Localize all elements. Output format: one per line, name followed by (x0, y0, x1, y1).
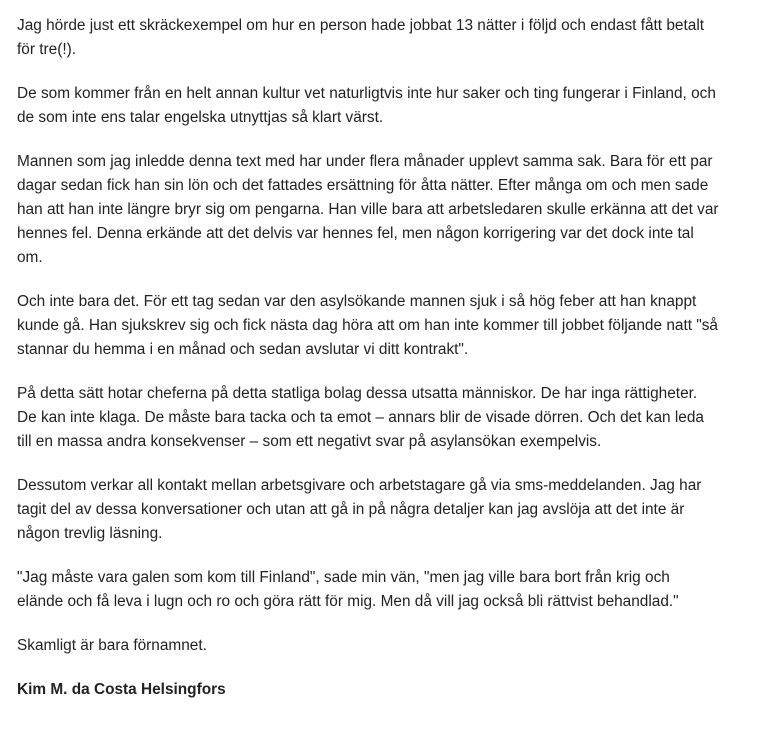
paragraph-4: Och inte bara det. För ett tag sedan var den asylsökande mannen sjuk i så hög feber att han knappt kunde gå. Han sjukskrev sig och fick nästa dag höra att om han inte kommer till jobbet följande natt "så stannar du hemma i en månad och sedan avslutar vi ditt kontrakt". (17, 293, 718, 358)
paragraph-6: Dessutom verkar all kontakt mellan arbetsgivare och arbetstagare gå via sms-meddelanden. Jag har tagit del av dessa konversationer och utan att gå in på några detaljer kan jag avslöja att det inte är någon trevlig läsning. (17, 477, 702, 542)
paragraph-1: Jag hörde just ett skräckexempel om hur en person hade jobbat 13 nätter i följd och endast fått betalt för tre(!). (17, 17, 705, 58)
paragraph-7: "Jag måste vara galen som kom till Finland", sade min vän, "men jag ville bara bort från krig och elände och få leva i lugn och ro och göra rätt för mig. Men då vill jag också bli rättvist behandlad." (17, 569, 679, 610)
author-signature: Kim M. da Costa Helsingfors (17, 681, 226, 698)
paragraph-2: De som kommer från en helt annan kultur vet naturligtvis inte hur saker och ting fungerar i Finland, och de som inte ens talar engelska utnyttjas så klart värst. (17, 85, 716, 126)
paragraph-5: På detta sätt hotar cheferna på detta statliga bolag dessa utsatta människor. De har inga rättigheter. De kan inte klaga. De måste bara tacka och ta emot – annars blir de visade dörren. Och det kan leda till en massa andra konsekvenser – som ett negativt svar på asylansökan exempelvis. (17, 385, 704, 450)
paragraph-3: Mannen som jag inledde denna text med har under flera månader upplevt samma sak. Bara för ett par dagar sedan fick han sin lön och det fattades ersättning för åtta nätter. Efter många om och men sade han att han inte längre bryr sig om pengarna. Han ville bara att arbetsledaren skulle erkänna att det var hennes fel. Denna erkände att det delvis var hennes fel, men någon korrigering var det dock inte tal om. (17, 153, 719, 266)
paragraph-8: Skamligt är bara förnamnet. (17, 637, 207, 654)
